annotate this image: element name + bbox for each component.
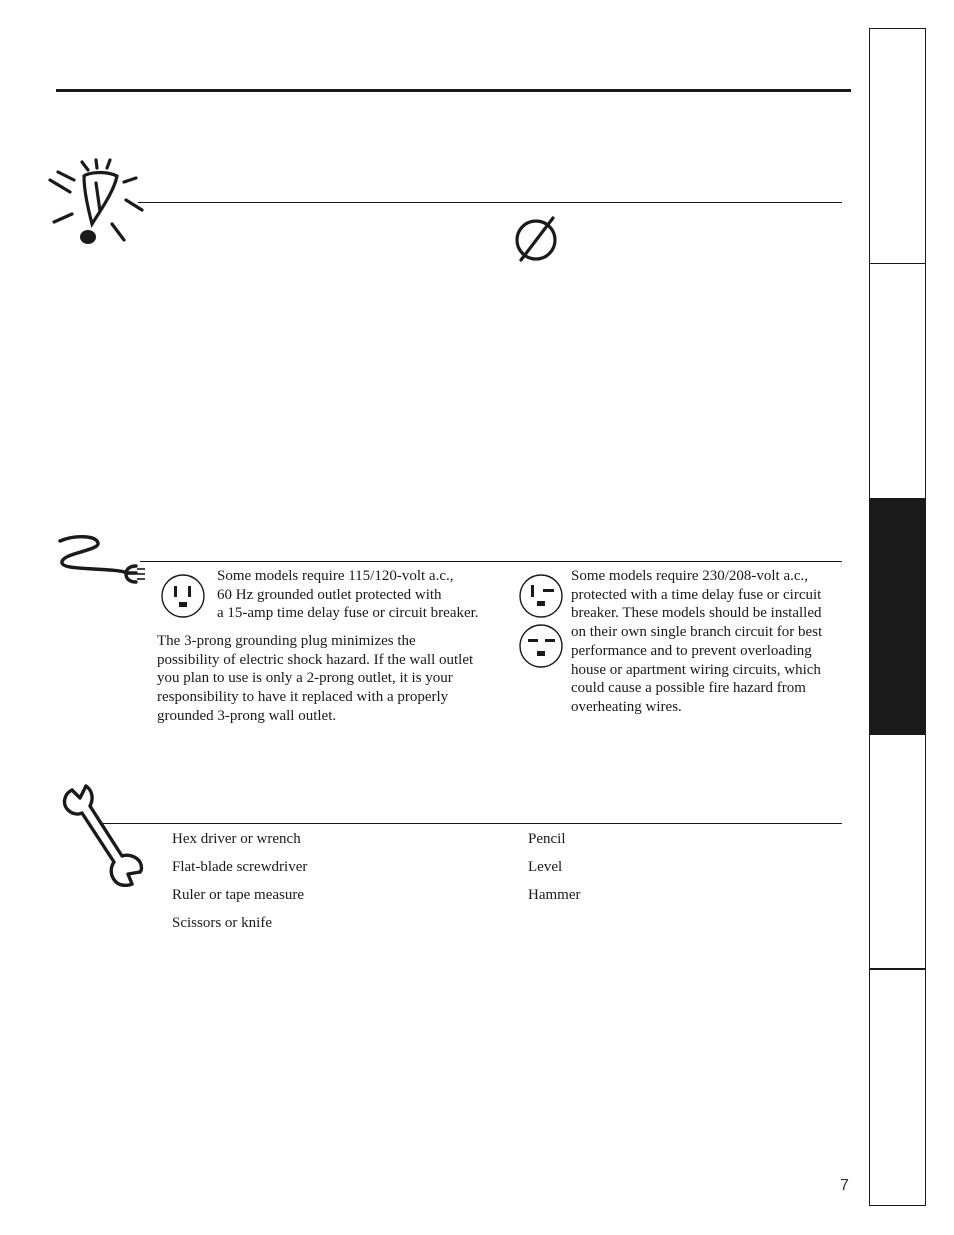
- outlet-230v-text: [571, 567, 822, 717]
- grounding-plug-text: [157, 632, 473, 726]
- text-line: responsibility to have it replaced with a properly: [157, 689, 449, 706]
- text-line: possibility of electric shock hazard. If the wall outlet: [157, 651, 474, 668]
- exclamation-caution-icon: [44, 156, 144, 248]
- outlet-115v-text: [217, 567, 479, 623]
- section-tab-4[interactable]: [870, 735, 925, 970]
- tool-item: Pencil: [528, 831, 566, 847]
- power-cord-icon: [54, 533, 146, 587]
- text-line: grounded 3-prong wall outlet.: [157, 707, 337, 724]
- text-line: The 3-prong grounding plug minimizes the: [157, 633, 416, 649]
- text-line: Some models require 115/120-volt a.c.,: [217, 568, 454, 584]
- outlet-115v-icon: [160, 573, 206, 619]
- section-tabs: [869, 28, 926, 1206]
- section-tab-1[interactable]: [870, 29, 925, 264]
- section-rule-caution: [138, 202, 842, 203]
- text-line: 60 Hz grounded outlet protected with: [217, 586, 442, 603]
- top-rule: [56, 89, 851, 92]
- text-line: protected with a time delay fuse or circuit: [571, 586, 822, 603]
- tool-item: Scissors or knife: [172, 915, 272, 931]
- tool-item: Level: [528, 859, 563, 875]
- section-rule-tools: [100, 823, 842, 824]
- text-line: performance and to prevent overloading: [571, 642, 812, 659]
- outlet-230v-icon-b: [518, 623, 564, 669]
- text-line: could cause a possible fire hazard from: [571, 680, 806, 697]
- wrench-icon: [58, 780, 148, 888]
- tool-item: Ruler or tape measure: [172, 887, 305, 903]
- section-tab-5[interactable]: [870, 970, 925, 1206]
- text-line: breaker. These models should be installed: [571, 605, 822, 622]
- text-line: Some models require 230/208-volt a.c.,: [571, 568, 809, 584]
- text-line: you plan to use is only a 2-prong outlet, it is your: [157, 670, 453, 687]
- tool-item: Hex driver or wrench: [172, 831, 301, 847]
- text-line: a 15-amp time delay fuse or circuit breaker.: [217, 605, 479, 622]
- text-line: overheating wires.: [571, 698, 682, 715]
- outlet-230v-icon-a: [518, 573, 564, 619]
- text-line: house or apartment wiring circuits, which: [571, 661, 821, 678]
- section-tab-2[interactable]: [870, 264, 925, 499]
- section-rule-electrical: [140, 561, 842, 562]
- tool-item: Hammer: [528, 887, 581, 903]
- tool-item: Flat-blade screwdriver: [172, 859, 308, 875]
- page-number: 7: [840, 1177, 849, 1194]
- prohibited-symbol-icon: [513, 216, 561, 264]
- section-tab-3-active[interactable]: [870, 499, 925, 735]
- text-line: on their own single branch circuit for best: [571, 624, 823, 641]
